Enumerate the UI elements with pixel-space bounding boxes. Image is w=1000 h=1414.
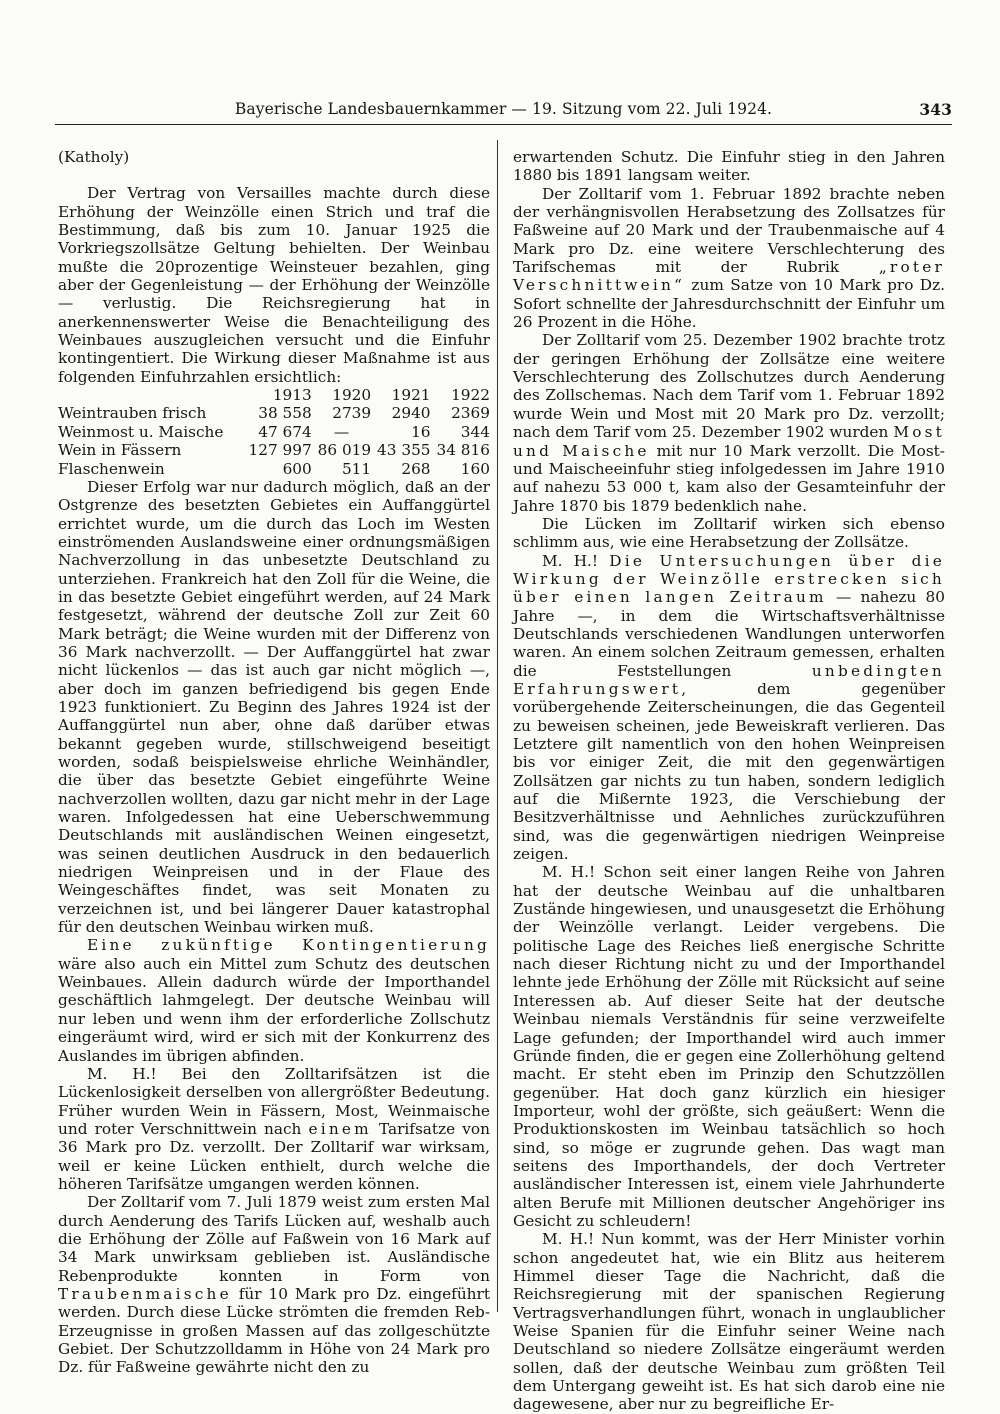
header-title: Bayerische Landesbauernkammer — 19. Sitzung vom 22. Juli 1924. xyxy=(234,100,773,118)
right-column xyxy=(513,148,945,1414)
paragraph xyxy=(513,331,945,514)
spaced-emphasis: Traubenmaische xyxy=(58,1284,232,1303)
table-cell: 43 355 xyxy=(377,441,431,460)
spaced-emphasis: Eine zukünftige Kontingentierung xyxy=(87,936,490,955)
table-cell: 600 xyxy=(282,459,312,478)
row-label: Weinmost u. Maische xyxy=(58,422,224,441)
table-cell: 47 674 xyxy=(258,422,312,441)
paragraph-text: Tarifsatze von 36 Mark pro Dz. verzollt. Der Zolltarif war wirksam, weil er keine Lücken enthielt, durch welche die höheren Tarifsätze umgangen werden können. xyxy=(58,1119,490,1193)
table-cell: 2369 xyxy=(451,404,490,423)
spaced-emphasis: einem xyxy=(308,1119,372,1138)
spaced-emphasis: „roter Verschnittwein“ xyxy=(513,258,945,295)
paragraph xyxy=(513,552,945,864)
table-cell: 160 xyxy=(460,459,490,478)
paragraph-text: — nahezu 80 Jahre —, in dem die Wirtschaftsverhältnisse Deutschlands verschiedenen Wandlungen unterworfen waren. An einem solchen Zeitraum gemessen, erhalten die Feststellungen xyxy=(513,588,945,680)
speaker-name: (Katholy) xyxy=(58,148,130,166)
table-row xyxy=(58,441,490,459)
row-label: Weintrauben frisch xyxy=(58,404,207,423)
column-divider xyxy=(497,140,498,1312)
table-cell: 127 997 xyxy=(248,441,312,460)
paragraph-text: M. H.! xyxy=(542,551,599,570)
paragraph-text: Der Zolltarif vom 1. Februar 1892 brachte neben der verhängnisvollen Herabsetzung des Zollsatzes für Faßweine auf 20 Mark und der Traubenmaische auf 4 Mark pro Dz. eine weitere Verschlechterung des Tarifschemas mit der Rubrik xyxy=(513,184,945,277)
paragraph: Der Vertrag von Versailles machte durch diese Erhöhung der Weinzölle einen Strich und traf die Bestimmung, daß bis zum 10. Januar 1925 die Vorkriegszollsätze Geltung behielten. Der Weinbau mußte die 20prozentige Weinsteuer bezahlen, ging aber der Gegenleistung — der Erhöhung der Weinzölle — verlustig. Die Reichsregierung hat in anerkennenswerter Weise die Benachteiligung des Weinbaues auszugleichen versucht und die Einfuhr kontingentiert. Die Wirkung dieser Maßnahme ist aus folgenden Einfuhrzahlen ersichtlich: xyxy=(58,184,490,386)
table-cell: 511 xyxy=(341,459,372,478)
table-cell: 86 019 xyxy=(317,441,372,460)
running-header xyxy=(55,100,952,125)
paragraph-text: wäre also auch ein Mittel zum Schutz des deutschen Weinbaues. Allein dadurch würde der Importhandel geschäftlich lahmgelegt. Der deutsche Weinbau will nur leben und wenn ihm der erforderliche Zollschutz eingeräumt wird, wird er sich mit der Konkurrenz des Auslandes im übrigen abfinden. xyxy=(58,954,490,1065)
table-header-row xyxy=(58,386,490,404)
table-cell: 344 xyxy=(460,422,490,441)
table-cell: 268 xyxy=(401,459,431,478)
year-header: 1921 xyxy=(391,386,431,405)
paragraph xyxy=(58,1193,490,1376)
spaced-emphasis: Most und Maische xyxy=(513,423,945,460)
paragraph: Die Lücken im Zolltarif wirken sich ebenso schlimm aus, wie eine Herabsetzung der Zollsätze. xyxy=(513,514,945,552)
paragraph-text: , dem gegenüber vorübergehende Zeiterscheinungen, die das Gegenteil zu beweisen scheinen, jede Beweiskraft verlieren. Das Letztere gilt namentlich von den hohen Weinpreisen bis vor einiger Zeit, die mit den gegenwärtigen Zollsätzen gar nichts zu tun haben, sondern lediglich auf die Mißernte 1923, die Verschiebung der Besitzverhältnisse und Aehnliches zurückzuführen sind, was die gegenwärtigen niedrigen Weinpreise zeigen. xyxy=(513,679,945,864)
paragraph-text: mit nur 10 Mark verzollt. Die Most- und Maischeeinfuhr stieg infolgedessen im Jahre 1910 auf nahezu 53 000 t, kam also der Gesamteinfuhr der Jahre 1870 bis 1879 bedenklich nahe. xyxy=(513,441,945,515)
spaced-emphasis: unbedingten Erfahrungswert xyxy=(513,661,945,698)
paragraph-text: Der Zolltarif vom 25. Dezember 1902 brachte trotz der geringen Erhöhung der Zollsätze eine weitere Verschlechterung des Zollschutzes durch Aenderung des Zollschemas. Nach dem Tarif vom 1. Februar 1892 wurde Wein und Most mit 20 Mark pro Dz. verzollt; nach dem Tarif vom 25. Dezember 1902 wurden xyxy=(513,331,945,442)
table-cell: 38 558 xyxy=(258,404,312,423)
table-cell: 16 xyxy=(411,422,431,441)
paragraph-text: für 10 Mark pro Dz. eingeführt werden. Durch diese Lücke strömten die fremden Reb-Erzeugnisse in großen Massen auf das zollgeschützte Gebiet. Der Schutzzolldamm in Höhe von 24 Mark pro Dz. für Faßweine gewährte nicht den zu xyxy=(58,1284,490,1377)
import-table xyxy=(58,386,490,478)
table-row xyxy=(58,460,490,478)
table-cell: 2739 xyxy=(332,404,372,423)
paragraph-text: zum Satze von 10 Mark pro Dz. Sofort schnellte der Jahresdurchschnitt der Einfuhr um 26 Prozent in die Höhe. xyxy=(513,276,945,332)
paragraph: erwartenden Schutz. Die Einfuhr stieg in den Jahren 1880 bis 1891 langsam weiter. xyxy=(513,148,945,185)
year-header: 1920 xyxy=(332,386,372,405)
spaced-emphasis: Die Untersuchungen über die Wirkung der Weinzölle erstrecken sich über einen langen Zeitraum xyxy=(513,551,945,607)
paragraph: M. H.! Schon seit einer langen Reihe von Jahren hat der deutsche Weinbau auf die unhaltbaren Zustände hingewiesen, und unausgesetzt die Erhöhung der Weinzölle verlangt. Leider vergebens. Die politische Lage des Reiches ließ energische Schritte nach dieser Richtung nicht zu und der Importhandel lehnte jede Erhöhung der Zölle mit Rücksicht auf seine Interessen ab. Auf dieser Seite hat der deutsche Weinbau niemals Verständnis für seine verzweifelte Lage gefunden; der Importhandel wird auch immer Gründe finden, die er gegen eine Zollerhöhung geltend macht. Er steht eben im Prinzip den Schutzzöllen gegenüber. Hat doch ganz kürzlich ein hiesiger Importeur, wohl der größte, sich geäußert: Wenn die Produktionskosten im Weinbau tatsächlich so hoch sind, so möge er zugrunde gehen. Das wagt man seitens des Importhandels, der doch Vertreter ausländischer Interessen ist, einem viele Jahrhunderte alten Berufe mit Millionen deutscher Angehöriger ins Gesicht zu schleudern! xyxy=(513,863,945,1230)
paragraph: Dieser Erfolg war nur dadurch möglich, daß an der Ostgrenze des besetzten Gebietes ein Auffanggürtel errichtet wurde, um die durch das Loch im Westen einströmenden Auslandsweine einer ordnungsmäßigen Nachverzollung in das unbesetzte Deutschland zu unterziehen. Frankreich hat den Zoll für die Weine, die in das besetzte Gebiet eingeführt werden, auf 24 Mark festgesetzt, während der deutsche Zoll zur Zeit 60 Mark beträgt; die Weine wurden mit der Differenz von 36 Mark nachverzollt. — Der Auffanggürtel hat zwar nicht lückenlos — das ist auch gar nicht möglich —, aber doch im ganzen befriedigend bis gegen Ende 1923 funktioniert. Zu Beginn des Jahres 1924 ist der Auffanggürtel nun aber, ohne daß darüber etwas bekannt gegeben wurde, stillschweigend beseitigt worden, sodaß beispielsweise ehrliche Weinhändler, die über das besetzte Gebiet eingeführte Weine nachverzollen wollten, dazu gar nicht mehr in der Lage waren. Infolgedessen hat eine Ueberschwemmung Deutschlands mit ausländischen Weinen eingesetzt, was seinen deutlichen Ausdruck in den bedauerlich niedrigen Weinpreisen und in der Flaue des Weingeschäftes findet, was seit Monaten zu verzeichnen ist, und bei längerer Dauer katastrophal für den deutschen Weinbau wirken muß. xyxy=(58,477,490,937)
paragraph-text: Der Zolltarif vom 7. Juli 1879 weist zum ersten Mal durch Aenderung des Tarifs Lücken auf, weshalb auch die Erhöhung der Zölle auf Faßwein von 16 Mark auf 34 Mark unwirksam geblieben ist. Ausländische Rebenprodukte konnten in Form von xyxy=(58,1193,490,1285)
year-header: 1922 xyxy=(451,386,490,405)
table-row xyxy=(58,404,490,422)
table-row xyxy=(58,423,490,441)
left-column xyxy=(58,148,490,1377)
table-cell: — xyxy=(333,422,350,441)
row-label: Wein in Fässern xyxy=(58,441,182,460)
row-label: Flaschenwein xyxy=(58,459,165,478)
paragraph-text: M. H.! Bei den Zolltarifsätzen ist die Lückenlosigkeit derselben von allergrößter Bedeutung. Früher wurden Wein in Fässern, Most, Weinmaische und roter Verschnittwein nach xyxy=(58,1064,490,1138)
table-cell: 2940 xyxy=(391,404,431,423)
paragraph xyxy=(513,185,945,332)
paragraph xyxy=(58,1065,490,1193)
paragraph xyxy=(58,936,490,1064)
year-header: 1913 xyxy=(272,386,312,405)
paragraph: M. H.! Nun kommt, was der Herr Minister vorhin schon angedeutet hat, wie ein Blitz aus heiterem Himmel dieser Tage die Nachricht, daß die Reichsregierung mit der spanischen Regierung Vertragsverhandlungen führt, wonach in unglaublicher Weise Spanien für die Einfuhr seiner Weine nach Deutschland so niedere Zollsätze eingeräumt werden sollen, daß der deutsche Weinbau zum größten Teil dem Untergang geweiht ist. Es hat sich darob eine nie dagewesene, aber nur zu begreifliche Er- xyxy=(513,1230,945,1414)
page-number: 343 xyxy=(919,100,952,119)
table-cell: 34 816 xyxy=(436,441,490,460)
